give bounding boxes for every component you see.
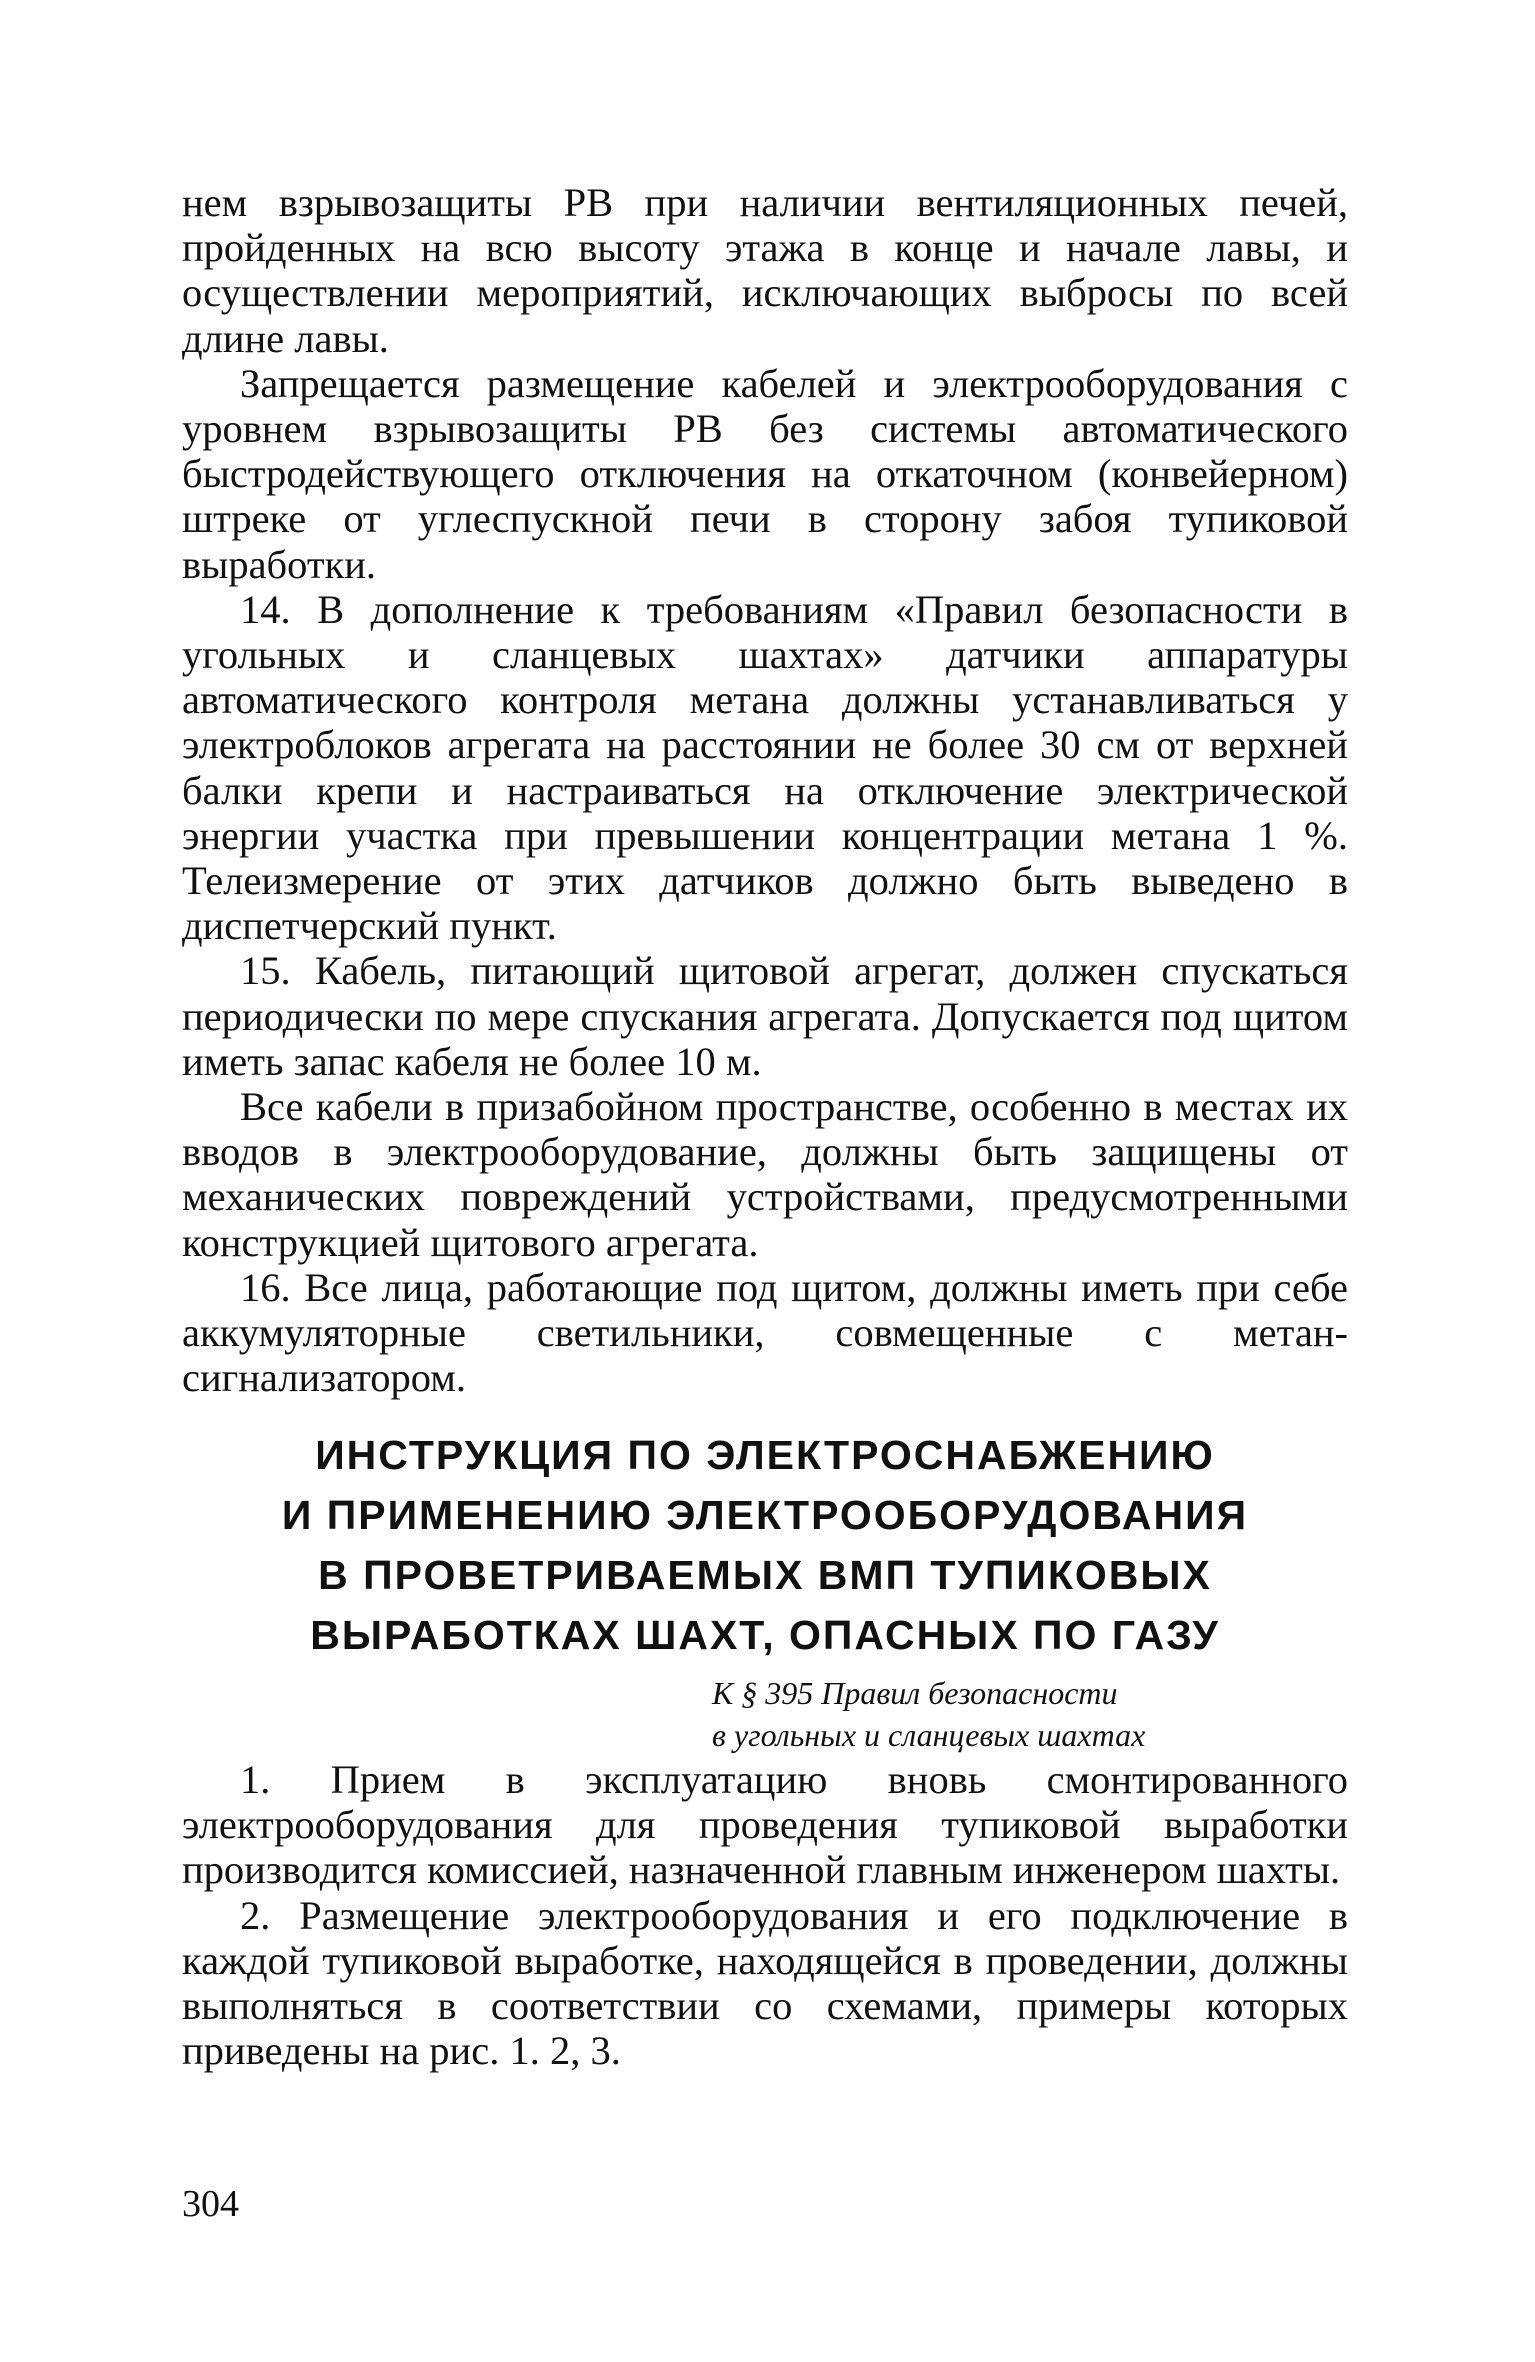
epigraph-line-1: К § 395 Правил безопасности bbox=[712, 1675, 1118, 1711]
bottom-text-section bbox=[182, 1757, 1348, 2073]
paragraph-item-15: 15. Кабель, питающий щитовой агрегат, должен спускаться периодически по мере спускания агрегата. Допускается под щитом иметь запас кабеля не более 10 м. bbox=[182, 948, 1348, 1084]
paragraph-item-1: 1. Прием в эксплуатацию вновь смонтированного электрооборудования для проведения тупиковой выработки производится комиссией, назначенной главным инженером шахты. bbox=[182, 1757, 1348, 1893]
epigraph-reference bbox=[712, 1672, 1232, 1756]
epigraph-line-2: в угольных и сланцевых шахтах bbox=[712, 1717, 1146, 1753]
paragraph-continuation: нем взрывозащиты РВ при наличии вентиляционных печей, пройденных на всю высоту этажа в конце и начале лавы, и осуществлении мероприятий, исключающих выбросы по всей длине лавы. bbox=[182, 180, 1348, 361]
heading-line: ИНСТРУКЦИЯ ПО ЭЛЕКТРОСНАБЖЕНИЮ bbox=[315, 1432, 1215, 1478]
heading-line: ВЫРАБОТКАХ ШАХТ, ОПАСНЫХ ПО ГАЗУ bbox=[310, 1612, 1220, 1658]
paragraph-item-16: 16. Все лица, работающие под щитом, должны иметь при себе аккумуляторные светильники, совмещенные с метан-сигнализатором. bbox=[182, 1264, 1348, 1401]
top-text-section bbox=[182, 180, 1348, 1400]
paragraph-item-14: 14. В дополнение к требованиям «Правил безопасности в угольных и сланцевых шахтах» датчики аппаратуры автоматического контроля метана должны устанавливаться у электроблоков агрегата на расстоянии не более 30 см от верхней балки крепи и настраиваться на отключение электрической энергии участка при превышении концентрации метана 1 %. Телеизмерение от этих датчиков должно быть выведено в диспетчерский пункт. bbox=[182, 586, 1348, 949]
paragraph-item-2: 2. Размещение электрооборудования и его подключение в каждой тупиковой выработке, находящейся в проведении, должны выполняться в соответствии со схемами, примеры которых приведены на рис. 1. 2, 3. bbox=[182, 1892, 1348, 2074]
paragraph-cable-placement: Запрещается размещение кабелей и электрооборудования с уровнем взрывозащиты РВ без системы автоматического быстродействующего отключения на откаточном (конвейерном) штреке от углеспускной печи в сторону забоя тупиковой выработки. bbox=[182, 360, 1348, 587]
heading-line: И ПРИМЕНЕНИЮ ЭЛЕКТРООБОРУДОВАНИЯ bbox=[281, 1492, 1249, 1538]
page-number: 304 bbox=[182, 2183, 239, 2225]
paragraph-cable-protection: Все кабели в призабойном пространстве, особенно в местах их вводов в электрооборудование, должны быть защищены от механических повреждений устройствами, предусмотренными конструкцией щитового агрегата. bbox=[182, 1084, 1348, 1265]
heading-line: В ПРОВЕТРИВАЕМЫХ ВМП ТУПИКОВЫХ bbox=[318, 1552, 1212, 1598]
section-heading bbox=[182, 1425, 1348, 1665]
